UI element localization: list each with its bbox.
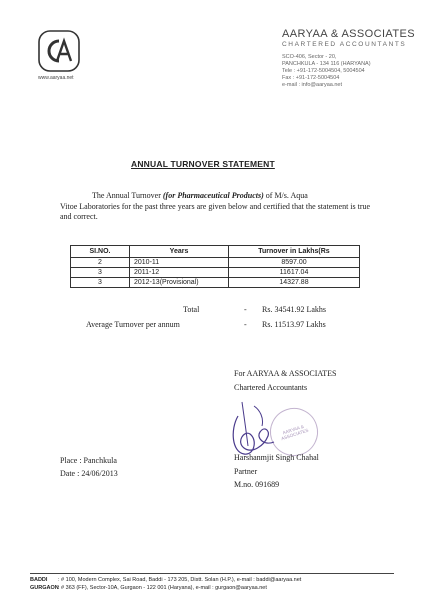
- paragraph-rest: Vitoe Laboratories for the past three years are given below and certified that the statement is true and correct.: [60, 201, 371, 221]
- footer-gurgaon-label: GURGAON: [30, 585, 59, 591]
- table-row: [71, 278, 360, 288]
- footer-gurgaon-text: : # 363 (FF), Sector-10A, Gurgaon - 122 001 (Haryana), e-mail : gurgaon@aaryaa.net: [58, 585, 267, 591]
- place-line: Place : Panchkula: [60, 456, 117, 465]
- table-row: [71, 268, 360, 278]
- footer-baddi-label: BADDI: [30, 577, 48, 583]
- col-header-years: Years: [130, 246, 229, 258]
- paragraph-first-line: [60, 191, 380, 202]
- footer-gurgaon: [30, 585, 267, 591]
- footer-divider: [30, 573, 394, 574]
- cell-serial: 2: [71, 258, 130, 268]
- cell-year: 2012-13(Provisional): [130, 278, 229, 288]
- email-line: e-mail : info@aaryaa.net: [282, 82, 343, 88]
- for-firm-line: For AARYAA & ASSOCIATES: [234, 369, 337, 378]
- date-line: Date : 24/06/2013: [60, 469, 118, 478]
- para-pre: The Annual Turnover: [92, 191, 163, 200]
- firm-name: AARYAA & ASSOCIATES: [282, 28, 415, 40]
- average-value: Rs. 11513.97 Lakhs: [262, 320, 326, 329]
- total-dash: -: [244, 305, 247, 314]
- table-header-row: [71, 246, 360, 258]
- col-header-serial: SI.NO.: [71, 246, 130, 258]
- logo-website: www.aaryaa.net: [38, 75, 74, 81]
- membership-number: M.no. 091689: [234, 480, 280, 489]
- cell-serial: 3: [71, 278, 130, 288]
- para-emphasis: (for Pharmaceutical Products): [162, 191, 264, 200]
- average-label: Average Turnover per annum: [86, 320, 180, 329]
- document-title: ANNUAL TURNOVER STATEMENT: [131, 159, 275, 169]
- signatory-position: Partner: [234, 467, 258, 476]
- cell-turnover: 11617.04: [229, 268, 360, 278]
- cell-turnover: 14327.88: [229, 278, 360, 288]
- certification-paragraph: [60, 191, 380, 223]
- total-value: Rs. 34541.92 Lakhs: [262, 305, 326, 314]
- col-header-turnover: Turnover in Lakhs(Rs: [229, 246, 360, 258]
- table-row: [71, 258, 360, 268]
- fax-line: Fax : +91-172-5004504: [282, 75, 340, 81]
- footer-baddi: [30, 577, 301, 583]
- turnover-table: [70, 245, 360, 288]
- cell-serial: 3: [71, 268, 130, 278]
- total-label: Total: [183, 305, 200, 314]
- address-line: SCO-406, Sector - 20,: [282, 54, 337, 60]
- address-line: PANCHKULA - 134 116 (HARYANA): [282, 61, 371, 67]
- signatory-name: Harshanmjit Singh Chahal: [234, 453, 319, 462]
- cell-year: 2010-11: [130, 258, 229, 268]
- cell-turnover: 8597.00: [229, 258, 360, 268]
- phone-line: Tele : +91-172-5004504, 5004504: [282, 68, 365, 74]
- para-post: of M/s. Aqua: [263, 191, 308, 200]
- footer-baddi-text: : # 100, Modern Complex, Sai Road, Baddi - 173 205, Distt. Solan (H.P.), e-mail : baddi@aaryaa.net: [58, 577, 302, 583]
- firm-logo: [38, 30, 80, 72]
- stamp-text: AARYAA & ASSOCIATES: [280, 423, 310, 442]
- firm-role-line: Chartered Accountants: [234, 383, 308, 392]
- average-dash: -: [244, 320, 247, 329]
- firm-subtitle: CHARTERED ACCOUNTANTS: [282, 41, 407, 48]
- cell-year: 2011-12: [130, 268, 229, 278]
